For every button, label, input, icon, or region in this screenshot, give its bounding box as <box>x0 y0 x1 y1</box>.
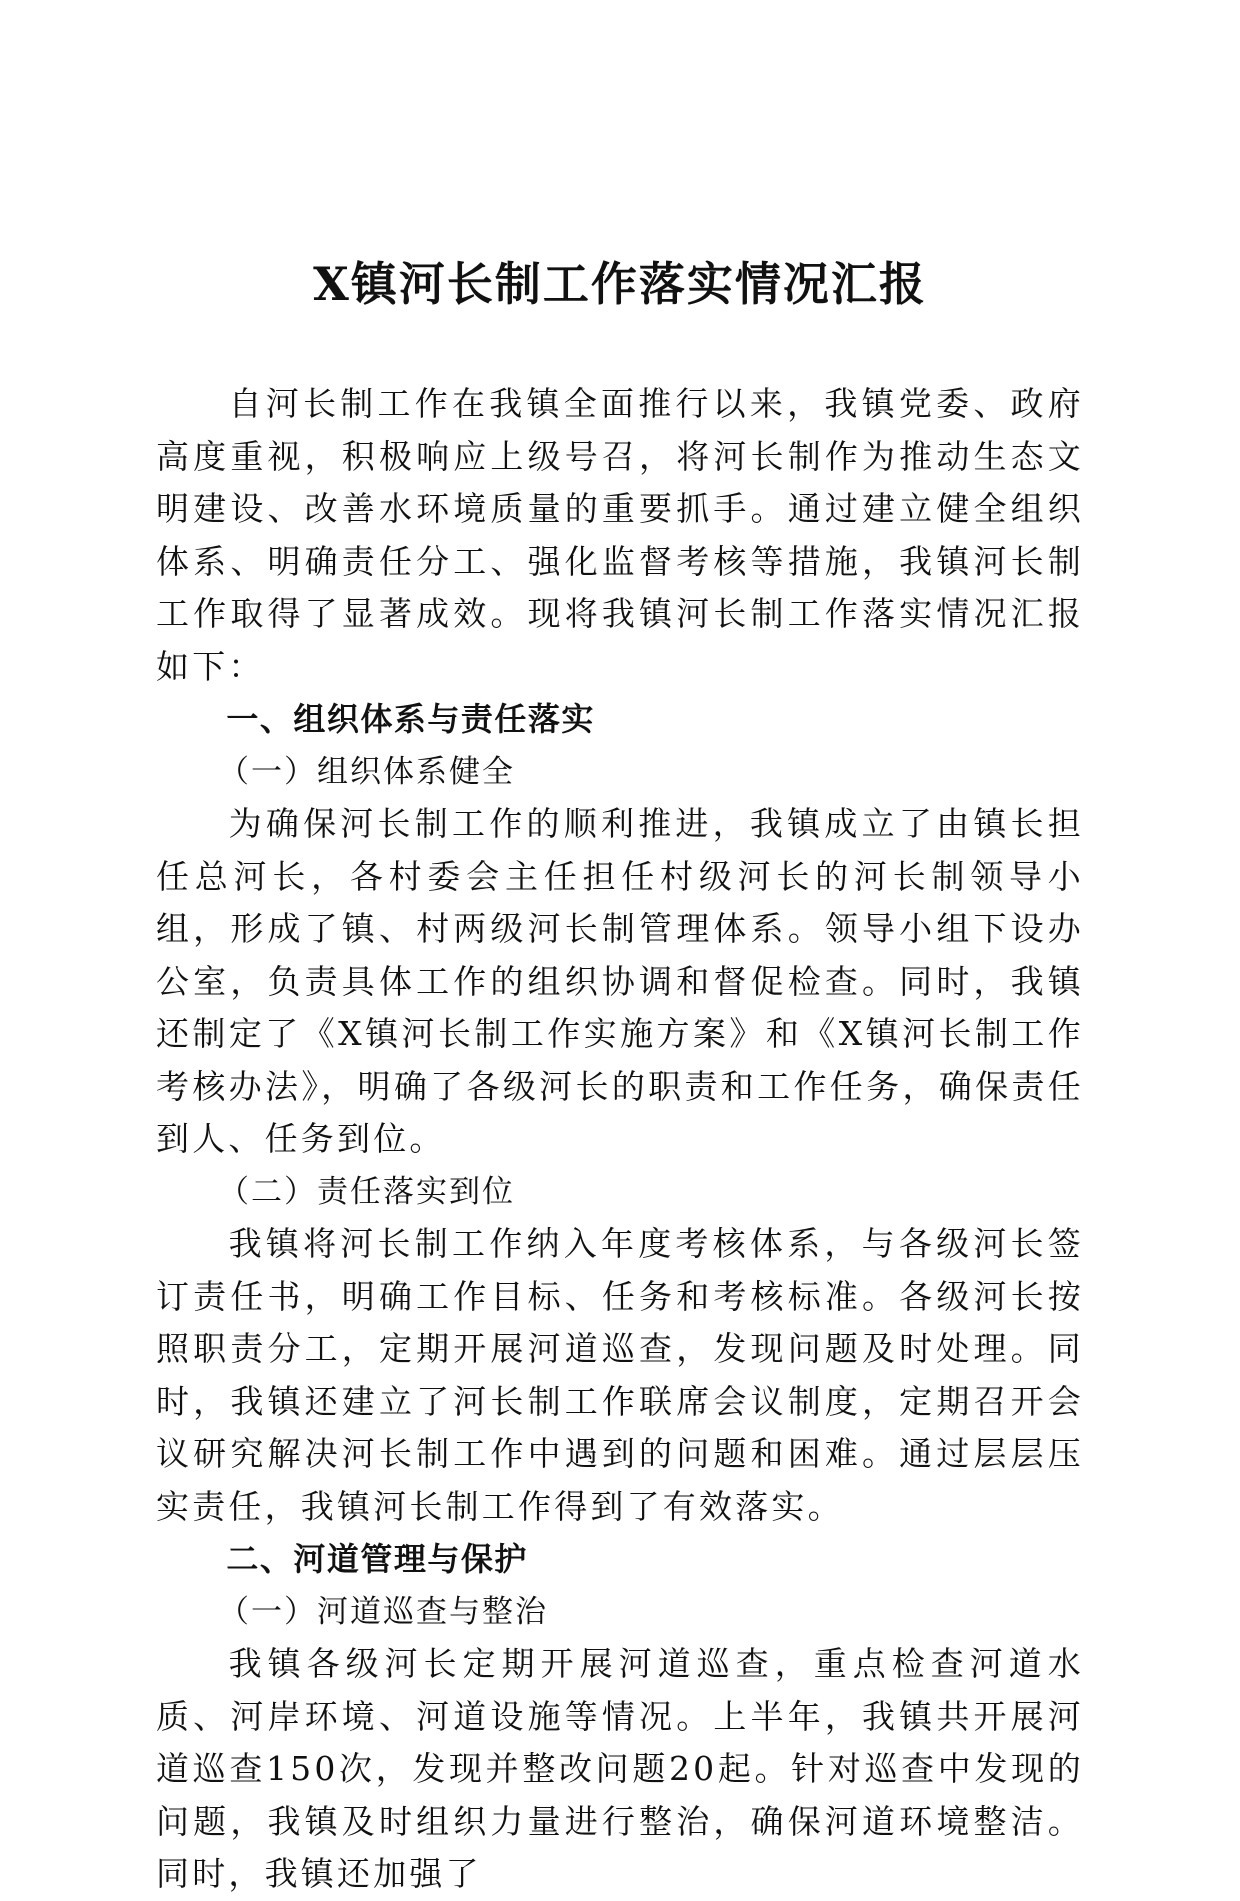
section-1-2-heading: （二）责任落实到位 <box>218 1173 515 1210</box>
section-1-1-paragraph: 为确保河长制工作的顺利推进，我镇成立了由镇长担任总河长，各村委会主任担任村级河长的河长制领导小组，形成了镇、村两级河长制管理体系。领导小组下设办公室，负责具体工作的组织协调和督促检查。同时，我镇还制定了《X镇河长制工作实施方案》和《X镇河长制工作考核办法》，明确了各级河长的职责和工作任务，确保责任到人、任务到位。 <box>156 804 1084 1158</box>
intro-paragraph: 自河长制工作在我镇全面推行以来，我镇党委、政府高度重视，积极响应上级号召，将河长制作为推动生态文明建设、改善水环境质量的重要抓手。通过建立健全组织体系、明确责任分工、强化监督考核等措施，我镇河长制工作取得了显著成效。现将我镇河长制工作落实情况汇报如下： <box>156 384 1084 686</box>
section-2-heading: 二、河道管理与保护 <box>226 1540 528 1578</box>
section-2-1-heading: （一）河道巡查与整治 <box>218 1593 548 1630</box>
section-2-1-paragraph: 我镇各级河长定期开展河道巡查，重点检查河道水质、河岸环境、河道设施等情况。上半年，我镇共开展河道巡查150次，发现并整改问题20起。针对巡查中发现的问题，我镇及时组织力量进行整治，确保河道环境整洁。同时，我镇还加强了 <box>156 1644 1084 1893</box>
section-1-heading: 一、组织体系与责任落实 <box>226 700 595 738</box>
document-title: X镇河长制工作落实情况汇报 <box>313 257 927 311</box>
section-1-2-paragraph: 我镇将河长制工作纳入年度考核体系，与各级河长签订责任书，明确工作目标、任务和考核标准。各级河长按照职责分工，定期开展河道巡查，发现问题及时处理。同时，我镇还建立了河长制工作联席会议制度，定期召开会议研究解决河长制工作中遇到的问题和困难。通过层层压实责任，我镇河长制工作得到了有效落实。 <box>156 1224 1084 1526</box>
section-1-1-heading: （一）组织体系健全 <box>218 753 515 790</box>
document-body <box>156 378 1084 1901</box>
